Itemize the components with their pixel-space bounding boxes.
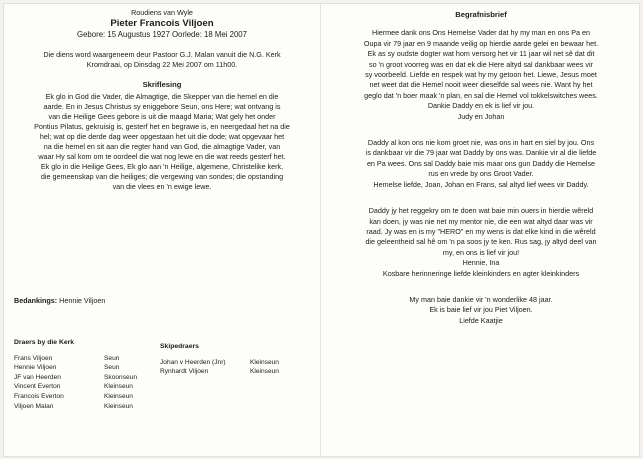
paragraph-line: Hiermee dank ons Ons Hemelse Vader dat hy my man en ons Pa en bbox=[372, 28, 590, 38]
table-row: Vincent Everton Kleinseun bbox=[14, 383, 133, 391]
paragraph-line: Kosbare herinneringe liefde kleinkinders en agter kleinkinders bbox=[382, 268, 580, 278]
creed-line: Pontius Pilatus, gekruisig is, gesterf het en begrawe is, en neergedaal het na die bbox=[34, 122, 290, 131]
paragraph-line: Ek as sy oudste dogter wat hom versorg het vir 11 jaar wil net sê dat dit bbox=[367, 49, 595, 59]
grave-bearers-table bbox=[160, 342, 279, 377]
paragraph-line: Daddy al kon ons nie kom groet nie, was ons in hart en siel by jou. Ons bbox=[367, 138, 595, 148]
paragraph-line: geglo dat 'n boer maak 'n plan, en sal die Hemel vol tokkelswitches wees. bbox=[364, 90, 598, 100]
creed-line: van die vlees en 'n ewige lewe. bbox=[112, 182, 212, 191]
creed-line: Ek glo in die Heilige Gees, Ek glo aan 'n Heilige, algemene, Christelike kerk, bbox=[40, 162, 284, 171]
paragraph-line: is dankbaar vir die 79 jaar wat Daddy by ons was. Dankie vir al die liefde bbox=[365, 148, 597, 158]
paragraph-line: Ek is baie lief vir jou Piet Viljoen. bbox=[429, 305, 533, 315]
table-row: Viljoen Malan Kleinseun bbox=[14, 402, 133, 410]
creed-line: van die Heilige Gees gebore is uit die maagd Maria; Wat gely het onder bbox=[48, 112, 276, 121]
table-row: Francois Everton Kleinseun bbox=[14, 392, 133, 400]
grave-bearers-title: Skipedraers bbox=[160, 343, 199, 350]
paragraph-line: rus en vrede by ons Groot Vader. bbox=[428, 169, 534, 179]
birth-death-dates: Gebore: 15 Augustus 1927 Oorlede: 18 Mei 2007 bbox=[77, 30, 247, 39]
letter-title: Begrafnisbrief bbox=[455, 10, 507, 19]
signature-line: Liefde Kaatjie bbox=[459, 315, 503, 325]
deceased-name: Pieter Francois Viljoen bbox=[110, 18, 214, 29]
bearers-title: Draers by die Kerk bbox=[14, 339, 75, 346]
paragraph-line: so 'n groot voorreg was en dat ek die Here altyd sal dankbaar wees vir bbox=[369, 59, 593, 69]
paragraph-line: die geleentheid sal hê om 'n pa soos jy te ken. Rus sag, jy altyd deel van bbox=[365, 237, 597, 247]
signature-line: Hennie, Ina bbox=[462, 258, 500, 268]
paragraph-line: Hemelse liefde, Joan, Johan en Frans, sal altyd lief wees vir Daddy. bbox=[373, 179, 589, 189]
thanks-label: Bedankings: bbox=[14, 296, 58, 305]
bearers-table bbox=[14, 338, 137, 411]
paragraph-line: kan doen, jy was nie net my mentor nie, die een wat altyd daar was vir bbox=[369, 216, 593, 226]
paragraph-line: net weet dat die Hemel nooit weer dieselfde sal wees nie. Want hy het bbox=[369, 80, 593, 90]
thanks-name: Hennie Viljoen bbox=[59, 296, 106, 305]
left-column bbox=[14, 8, 310, 192]
thanks-line bbox=[14, 296, 105, 305]
paragraph-line: my, en ons is lief vir jou! bbox=[442, 247, 520, 257]
signature-line: Judy en Johan bbox=[457, 111, 505, 121]
table-row: Frans Viljoen Seun bbox=[14, 354, 120, 362]
paragraph-line: raad. Jy was en is my "HERO" en my wens is dat elke kind in die wêreld bbox=[366, 226, 596, 236]
service-line-2: Kromdraai, op Dinsdag 22 Mei 2007 om 11h00. bbox=[86, 60, 238, 69]
paragraph-line: Dankie Daddy en ek is lief vir jou. bbox=[427, 101, 535, 111]
creed-line: aarde. En in Jesus Christus sy eniggebore Seun, ons Here; wat ontvang is bbox=[43, 102, 281, 111]
paragraph-line: Daddy jy het reggekry om te doen wat baie min ouers in hierdie wêreld bbox=[368, 206, 594, 216]
service-line-1: Die diens word waargeneem deur Pastoor G.J. Malan vanuit die N.G. Kerk bbox=[43, 50, 281, 59]
paragraph-line: en Pa wees. Ons sal Daddy baie mis maar ons gun Daddy die Hemelse bbox=[366, 158, 596, 168]
table-row: Rynhardt Viljoen Kleinseun bbox=[160, 368, 279, 376]
paragraph-line: Oupa vir 79 jaar en 9 maande veilig op hierdie aarde gelei en bewaar het. bbox=[363, 38, 599, 48]
paragraph-line: My man baie dankie vir 'n wonderlike 48 jaar. bbox=[409, 294, 553, 304]
page-fold-divider bbox=[320, 4, 321, 456]
creed-line: hel; wat op die derde dag weer opgestaan het uit die dode; wat opgevaar het bbox=[39, 132, 285, 141]
creed-line: Ek glo in God die Vader, die Almagtige, die Skepper van die hemel en die bbox=[45, 92, 279, 101]
creed-title: Skriflesing bbox=[142, 80, 182, 89]
right-column bbox=[333, 10, 629, 326]
creed-line: waar Hy sal kom om te oordeel die wat nog lewe en die wat reeds gesterf het. bbox=[38, 152, 286, 161]
creed-line: na die hemel en sit aan die regter hand van God, die almagtige Vader, van bbox=[43, 142, 281, 151]
intro-text: Roudiens van Wyle bbox=[131, 8, 193, 17]
creed-line: die gemeenskap van die heiliges; die vergewing van sondes; die opstanding bbox=[40, 172, 284, 181]
table-row: Hennie Viljoen Seun bbox=[14, 364, 120, 372]
table-row: Johan v Heerden (Jnr) Kleinseun bbox=[160, 358, 279, 366]
table-row: JF van Heerden Skoonseun bbox=[14, 373, 137, 381]
paragraph-line: sy voorbeeld. Liefde en respek wat hy my getoon het. Liewe, Jesus moet bbox=[365, 70, 597, 80]
